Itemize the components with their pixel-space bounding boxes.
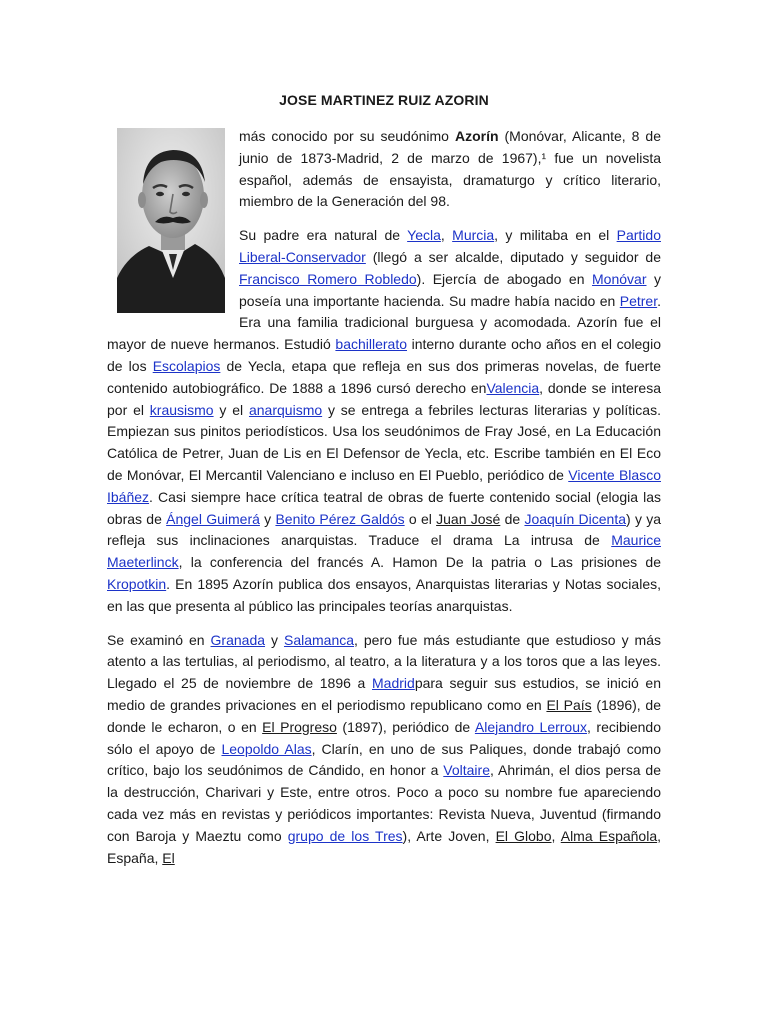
link-anarquismo[interactable]: anarquismo — [248, 401, 323, 418]
link-valencia[interactable]: Valencia — [486, 379, 540, 396]
link-murcia[interactable]: Murcia — [452, 227, 495, 244]
text-span: (1897), periódico de — [336, 718, 475, 735]
link-joaquin-dicenta[interactable]: Joaquín Dicenta — [524, 510, 627, 527]
link-grupo-de-los-tres[interactable]: grupo de los Tres — [287, 827, 403, 844]
text-span: , España, — [107, 827, 662, 866]
text-span: y se entrega a febriles lecturas literarias y políticas. Empiezan sus pinitos periodísticos. Usa los seudónimos de Fray José, en La Educación Católica de Petrer, Juan de Lis en El Defensor de Yecla, etc. Escribe también en El Eco de Monóvar, El Mercantil Valenciano e incluso en El Pueblo, periódico de — [107, 401, 661, 483]
link-bachillerato[interactable]: bachillerato — [335, 336, 408, 353]
text-span: Su padre era natural de — [239, 227, 408, 244]
text-span: y — [265, 631, 284, 648]
text-span: , donde se interesa por el — [107, 379, 662, 418]
link-alejandro-lerroux[interactable]: Alejandro Lerroux — [474, 718, 588, 735]
link-escolapios[interactable]: Escolapios — [152, 357, 221, 374]
link-monovar[interactable]: Monóvar — [592, 270, 647, 287]
link-granada[interactable]: Granada — [210, 631, 266, 648]
text-span: o el — [404, 510, 437, 527]
link-maurice-maeterlinck[interactable]: Maurice Maeterlinck — [107, 532, 661, 571]
text-span: , Clarín, en uno de sus Paliques, donde trabajó como crítico, bajo los seudónimos de Cándido, en honor a — [107, 740, 661, 779]
text-span: , y militaba en el — [494, 227, 617, 244]
link-partido-liberal-conservador[interactable]: Partido Liberal-Conservador — [239, 227, 661, 265]
text-span: , pero fue más estudiante que estudioso y más atento a las tertulias, al periodismo, al teatro, a la literatura y a los toros que a las leyes. Llegado el 25 de noviembre de 1896 a — [107, 631, 661, 692]
link-petrer[interactable]: Petrer — [619, 292, 658, 309]
article-body — [107, 126, 661, 869]
text-span: (llegó a ser alcalde, diputado y seguidor de — [365, 248, 661, 265]
link-kropotkin[interactable]: Kropotkin — [107, 575, 167, 592]
underlined-el-globo: El Globo — [495, 827, 552, 844]
text-span: de Yecla, etapa que refleja en sus dos primeras novelas, de fuerte contenido autobiográfico. De 1888 a 1896 cursó derecho en — [107, 357, 662, 396]
link-madrid[interactable]: Madrid — [372, 675, 415, 692]
text-span: más conocido por su seudónimo — [239, 128, 455, 144]
link-leopoldo-alas[interactable]: Leopoldo Alas — [221, 740, 312, 757]
link-salamanca[interactable]: Salamanca — [283, 631, 355, 648]
text-span: (Monóvar, Alicante, 8 de junio de 1873-Madrid, 2 de marzo de 1967),¹ fue un novelista español, además de ensayista, dramaturgo y crítico literario, miembro de la Generación del 98. — [239, 128, 662, 210]
text-span: , — [440, 227, 453, 244]
text-span: , — [551, 827, 561, 844]
link-voltaire[interactable]: Voltaire — [443, 762, 490, 779]
text-span: (1896), de donde le echaron, o en — [107, 696, 661, 735]
text-span: , la conferencia del francés A. Hamon De la patria o Las prisiones de — [178, 554, 661, 571]
underlined-el-pais: El País — [546, 696, 592, 713]
page-title: JOSE MARTINEZ RUIZ AZORIN — [279, 92, 489, 108]
career-paragraph — [107, 630, 661, 870]
text-span: ) y ya refleja sus inclinaciones anarquistas. Traduce el drama La intrusa de — [107, 510, 662, 549]
text-span: , recibiendo sólo el apoyo de — [107, 718, 662, 757]
underlined-alma-espanola: Alma Española — [560, 827, 658, 844]
text-span: Se examinó en — [107, 631, 211, 648]
link-yecla[interactable]: Yecla — [407, 227, 441, 244]
link-krausismo[interactable]: krausismo — [149, 401, 214, 418]
text-span: . En 1895 Azorín publica dos ensayos, Anarquistas literarias y Notas sociales, en las que presenta al público las principales teorías anarquistas. — [107, 575, 661, 614]
underlined-el: El — [162, 849, 175, 866]
text-span: y poseía una importante hacienda. Su madre había nacido en — [239, 270, 661, 309]
text-span: , Ahrimán, el dios persa de la destrucción, Charivari y Este, entre otros. Poco a poco su nombre fue apareciendo cada vez más en revistas y periódicos importantes: Revista Nueva, Juventud (firmando con Baroja y Maeztu como — [107, 762, 661, 844]
text-span: para seguir sus estudios, se inició en medio de grandes privaciones en el periodismo republicano como en — [107, 675, 661, 713]
link-benito-perez-galdos[interactable]: Benito Pérez Galdós — [275, 510, 405, 527]
author-portrait — [117, 128, 225, 313]
link-vicente-blasco-ibanez[interactable]: Vicente Blasco Ibáñez — [107, 466, 661, 505]
underlined-el-progreso: El Progreso — [262, 718, 337, 735]
text-span: ), Arte Joven, — [402, 827, 496, 844]
link-angel-guimera[interactable]: Ángel Guimerá — [166, 510, 260, 527]
text-span: . Casi siempre hace crítica teatral de obras de fuerte contenido social (elogia las obras de — [107, 488, 661, 527]
underlined-juan-jose: Juan José — [436, 510, 501, 527]
pseudonym-bold: Azorín — [454, 128, 499, 144]
portrait-image — [117, 128, 225, 313]
text-span: y el — [213, 401, 249, 418]
text-span: ). Ejercía de abogado en — [416, 270, 593, 287]
text-span: y — [259, 510, 276, 527]
text-span: interno durante ocho años en el colegio de los — [107, 336, 661, 374]
link-francisco-romero-robledo[interactable]: Francisco Romero Robledo — [239, 270, 417, 287]
text-span: de — [500, 510, 525, 527]
text-span: . Era una familia tradicional burguesa y acomodada. Azorín fue el mayor de nueve hermanos. Estudió — [107, 292, 661, 353]
